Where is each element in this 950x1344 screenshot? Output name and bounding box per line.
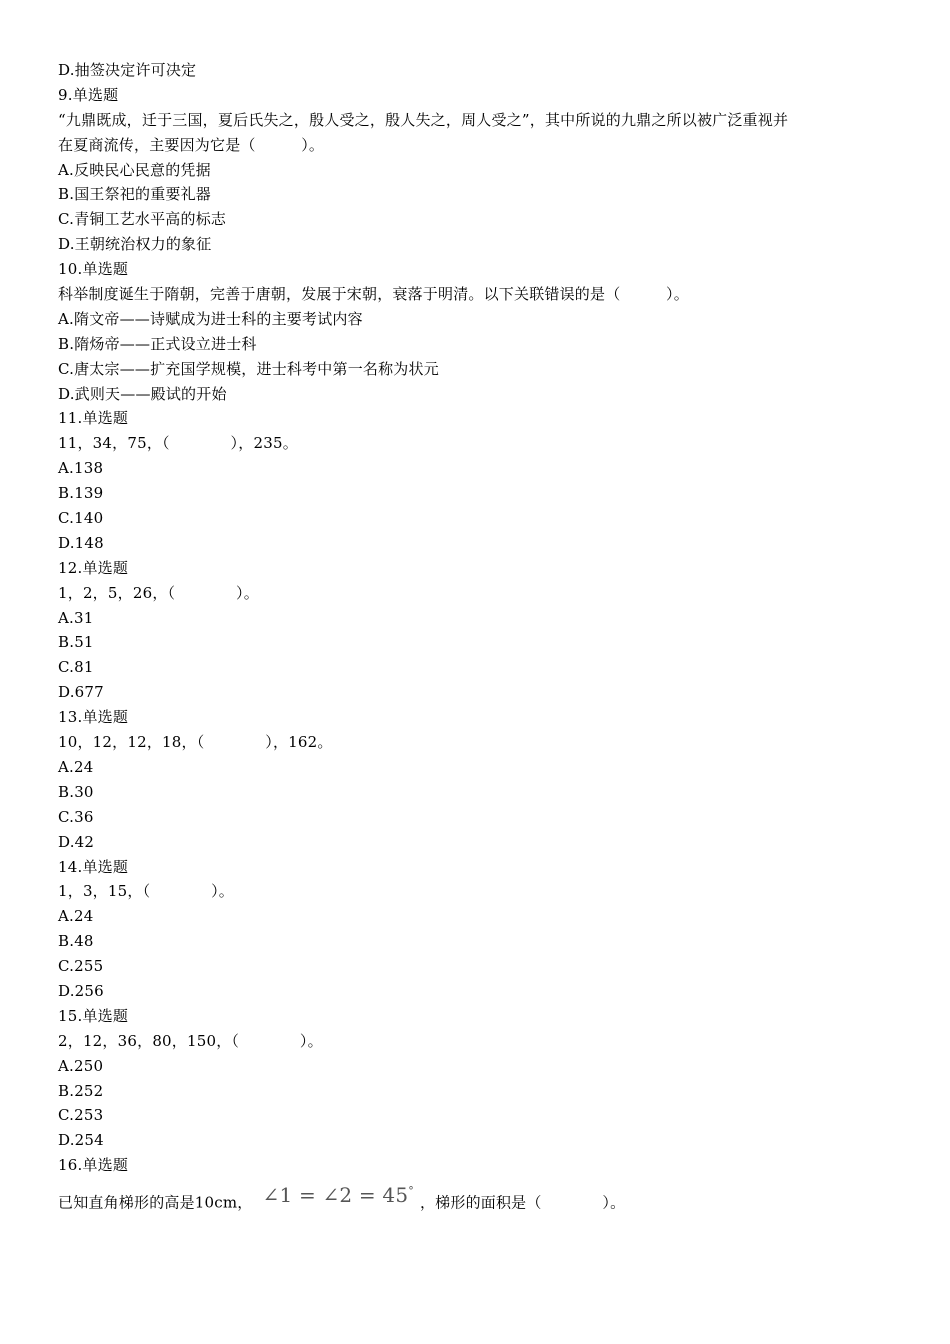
question-9-option-d: D.王朝统治权力的象征 [58, 235, 212, 254]
question-16-stem-before: 已知直角梯形的高是10cm， [58, 1193, 253, 1212]
question-15-option-b: B.252 [58, 1081, 104, 1100]
question-13-option-c: C.36 [58, 807, 94, 826]
question-10-option-a: A.隋文帝——诗赋成为进士科的主要考试内容 [58, 309, 363, 328]
question-10-option-b: B.隋炀帝——正式设立进士科 [58, 334, 257, 353]
angle-equation [263, 1183, 414, 1207]
angle-equation-text: ∠1 = ∠2 = 45 [262, 1182, 409, 1207]
question-12-option-c: C.81 [58, 658, 94, 677]
question-11-option-c: C.140 [58, 509, 104, 528]
question-14-option-a: A.24 [58, 907, 94, 926]
question-15-option-d: D.254 [58, 1131, 104, 1150]
degree-symbol: ° [408, 1184, 414, 1198]
question-16-stem [58, 1180, 888, 1214]
question-11-header: 11.单选题 [58, 409, 129, 428]
question-14-option-b: B.48 [58, 932, 94, 951]
question-12-option-b: B.51 [58, 633, 94, 652]
question-13-header: 13.单选题 [58, 708, 129, 727]
question-12-option-a: A.31 [58, 608, 94, 627]
question-15-header: 15.单选题 [58, 1006, 129, 1025]
question-10-option-d: D.武则天——殿试的开始 [58, 384, 227, 403]
question-11-stem: 11，34，75，（ ），235。 [58, 434, 298, 453]
question-14-header: 14.单选题 [58, 857, 129, 876]
question-12-stem: 1，2，5，26，（ ）。 [58, 583, 259, 602]
question-14-option-d: D.256 [58, 981, 104, 1000]
question-15-stem: 2，12，36，80，150，（ ）。 [58, 1031, 323, 1050]
question-10-stem: 科举制度诞生于隋朝，完善于唐朝，发展于宋朝，衰落于明清。以下关联错误的是（ ）。 [58, 285, 689, 304]
question-16-stem-after: ，梯形的面积是（ ）。 [419, 1193, 626, 1212]
question-13-stem: 10，12，12，18，（ ），162。 [58, 733, 333, 752]
question-12-header: 12.单选题 [58, 558, 129, 577]
question-12-option-d: D.677 [58, 683, 104, 702]
question-11-option-b: B.139 [58, 484, 104, 503]
question-9-stem-line1: “九鼎既成，迁于三国，夏后氏失之，殷人受之，殷人失之，周人受之”，其中所说的九鼎之所以被广泛重视并 [58, 110, 789, 129]
question-9-option-b: B.国王祭祀的重要礼器 [58, 185, 211, 204]
question-10-header: 10.单选题 [58, 260, 129, 279]
question-9-option-c: C.青铜工艺水平高的标志 [58, 210, 227, 229]
question-14-option-c: C.255 [58, 957, 104, 976]
question-14-stem: 1，3，15，（ ）。 [58, 882, 234, 901]
question-13-option-a: A.24 [58, 757, 94, 776]
option-d-q8: D.抽签决定许可决定 [58, 61, 197, 79]
question-9-header: 9.单选题 [58, 85, 119, 104]
question-list [58, 58, 888, 1214]
question-9-option-a: A.反映民心民意的凭据 [58, 160, 211, 179]
question-15-option-a: A.250 [58, 1056, 104, 1075]
question-15-option-c: C.253 [58, 1106, 104, 1125]
question-16-header: 16.单选题 [58, 1156, 129, 1175]
question-13-option-d: D.42 [58, 832, 95, 851]
question-9-stem-line2: 在夏商流传，主要因为它是（ ）。 [58, 135, 325, 154]
question-13-option-b: B.30 [58, 782, 94, 801]
question-11-option-d: D.148 [58, 533, 104, 552]
question-10-option-c: C.唐太宗——扩充国学规模，进士科考中第一名称为状元 [58, 359, 439, 378]
question-11-option-a: A.138 [58, 459, 104, 478]
